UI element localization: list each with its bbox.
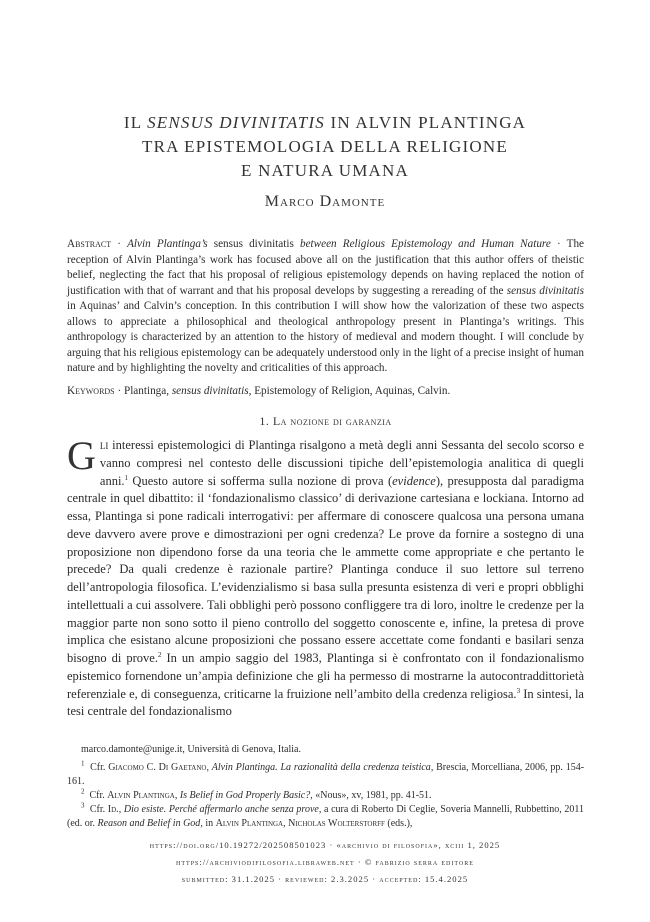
submission-dates: submitted: 31.1.2025 · reviewed: 2.3.2025 · accepted: 15.4.2025 [181, 874, 469, 884]
author-affiliation: marco.damonte@unige.it, Università di Genova, Italia. [81, 744, 301, 755]
body-text: Gli interessi epistemologici di Plantinga risalgono a metà degli anni Sessanta del secolo scorso e vanno compresi nel contesto delle discussioni tipiche dell’epistemologia analitica di quegli anni.$^1$ Questo autore si sofferma sulla nozione di prova (evidence), presupposta dal paradigma centrale in quel dibattito: il ‘fondazionalismo classico’ di derivazione cartesiana e lockiana. Intorno ad essa, Plantinga si pone radicali interrogativi: per affermare di conoscere qualcosa una persona umana deve davvero avere prove e dimostrazioni per ogni credenza? Le prove da fornire a sostegno di una proposizione non dipendono forse da una teoria che le ammette come appropriate e che pertanto le precede? Da quali credenze è razionale partire? Plantinga conduce il suo lettore sul terreno dell’antropologia filosofica. L’evidenzialismo si basa sulla presunta esistenza di veri e propri obblighi intellettuali a cui assolvere. Tali obblighi però possono confliggere tra di loro, inoltre le credenze per la maggior parte non sono sotto il pieno controllo del soggetto conoscente e, infine, la pretesa di prove implica che esistano alcune proposizioni che possano essere accettate come fondanti e basilari senza bisogno di prove.$^2$ In un ampio saggio del 1983, Plantinga si è confrontato con il fondazionalismo epistemico fornendone un’ampia definizione che gli ha permesso di mostrarne la autocontraddittorietà referenziale e, di conseguenza, criticarne la fruizione nell’ambito della credenza religiosa.$^3$ In sintesi, la tesi centrale del fondazionalismo [67, 433, 584, 719]
footnote-ref-2[interactable]: 2 [157, 650, 162, 659]
author-name: Marco Damonte [264, 193, 386, 210]
drop-cap: G [67, 433, 96, 478]
title-line-2: TRA EPISTEMOLOGIA DELLA RELIGIONE [142, 137, 508, 156]
title-line-1: IL SENSUS DIVINITATIS IN ALVIN PLANTINGA [123, 113, 527, 132]
keywords-label: Keywords [67, 385, 115, 397]
footnote-ref-1[interactable]: 1 [124, 473, 129, 482]
article-title [60, 111, 590, 183]
doi-line: https://doi.org/10.19272/202508501023 · «archivio di filosofia», xciii 1, 2025 [149, 840, 501, 850]
section-heading: 1. La nozione di garanzia [259, 414, 392, 428]
footnote-2: $^2$ Cfr. Alvin Plantinga, Is Belief in God Properly Basic?, «Nous», xv, 1981, pp. 41-51. [81, 787, 432, 801]
abstract: Abstract · Alvin Plantinga’s sensus divinitatis between Religious Epistemology and Human Nature · The reception of Alvin Plantinga’s work has focused above all on the justification that this author offers of theistic belief, neglecting the fact that his proposal of religious epistemology depends on having replaced the notion of justification with that of warrant and that his proposal develops by suggesting a rereading of the sensus divinitatis in Aquinas’ and Calvin’s conception. In this contribution I will show how the valorization of these two aspects allows to appreciate a philosophical and theological anthropology present in Plantinga’s writings. This anthropology is characterized by an attention to the history of medieval and modern thought. I will conclude by arguing that his religious epistemology can be adequately understood only in the light of a precise insight of human nature and by highlighting the novelty and criticalities of this approach. [67, 238, 585, 374]
footnote-1: $^1$ Cfr. Giacomo C. Di Gaetano, Alvin Plantinga. La razionalità della credenza teistica, Brescia, Morcelliana, 2006, pp. 154-161. [67, 759, 585, 787]
publisher-line: https://archiviodifilosofia.libraweb.net · © fabrizio serra editore [176, 857, 474, 867]
title-latin-term: SENSUS DIVINITATIS [147, 113, 326, 132]
abstract-label: Abstract [67, 238, 112, 250]
footnote-3: $^3$ Cfr. Id., Dio esiste. Perché affermarlo anche senza prove, a cura di Roberto Di Ceglie, Soveria Mannelli, Rubbettino, 2011 (ed. or. Reason and Belief in God, in Alvin Plantinga, Nicholas Wolterstorff (eds.), [67, 801, 585, 829]
footnotes [67, 743, 584, 831]
footnote-ref-3[interactable]: 3 [516, 686, 521, 695]
keywords: Keywords · Plantinga, sensus divinitatis, Epistemology of Religion, Aquinas, Calvin. [67, 385, 451, 397]
title-line-3: E NATURA UMANA [241, 161, 409, 180]
